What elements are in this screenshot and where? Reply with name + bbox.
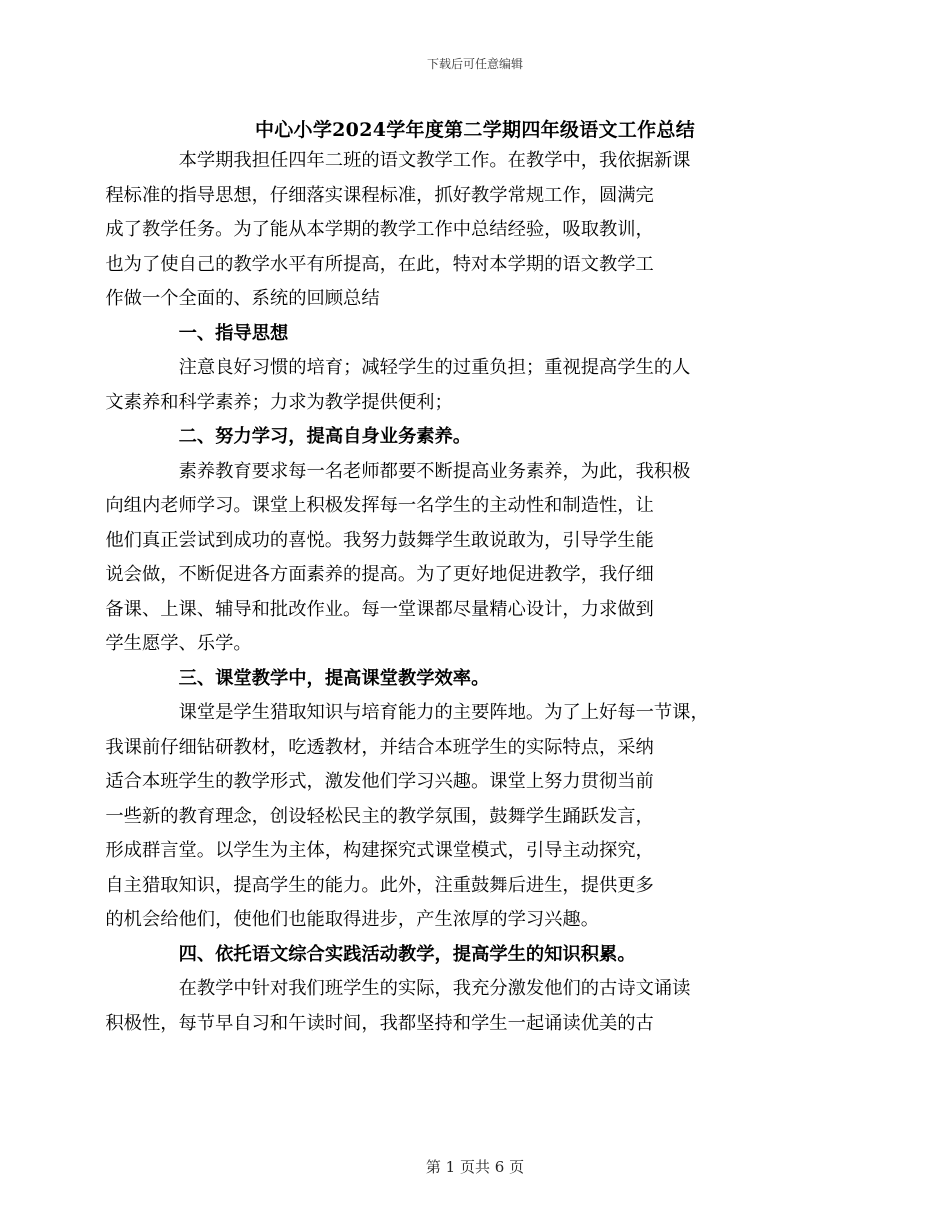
paragraph-line: 课堂是学生猎取知识与培育能力的主要阵地。为了上好每一节课，	[178, 702, 709, 723]
document-body	[105, 144, 802, 1041]
paragraph-line: 在教学中针对我们班学生的实际，我充分激发他们的古诗文诵读	[178, 978, 691, 999]
paragraph-line: 自主猎取知识，提高学生的能力。此外，注重鼓舞后进生，提供更多	[105, 874, 654, 896]
paragraph-line: 一些新的教育理念，创设轻松民主的教学氛围，鼓舞学生踊跃发言，	[105, 805, 654, 827]
paragraph-line: 也为了使自己的教学水平有所提高，在此，特对本学期的语文教学工	[105, 253, 654, 275]
paragraph-line: 说会做，不断促进各方面素养的提高。为了更好地促进教学，我仔细	[105, 564, 654, 585]
section-heading: 四、依托语文综合实践活动教学，提高学生的知识积累。	[178, 943, 636, 965]
body-paragraph	[105, 455, 802, 662]
paragraph-line: 本学期我担任四年二班的语文教学工作。在教学中，我依据新课	[178, 150, 691, 171]
body-paragraph	[105, 144, 802, 317]
section-heading: 一、指导思想	[178, 322, 289, 344]
page-header-note: 下载后可任意编辑	[426, 57, 523, 71]
body-paragraph	[105, 972, 802, 1041]
paragraph-line: 程标准的指导思想，仔细落实课程标准，抓好教学常规工作，圆满完	[105, 184, 654, 206]
body-paragraph	[105, 696, 802, 938]
paragraph-line: 的机会给他们，使他们也能取得进步，产生浓厚的学习兴趣。	[105, 909, 599, 930]
paragraph-line: 成了教学任务。为了能从本学期的教学工作中总结经验，吸取教训，	[105, 219, 654, 240]
paragraph-line: 积极性，每节早自习和午读时间，我都坚持和学生一起诵读优美的古	[105, 1012, 654, 1034]
section-heading: 三、课堂教学中，提高课堂教学效率。	[178, 667, 490, 689]
paragraph-line: 注意良好习惯的培育；减轻学生的过重负担；重视提高学生的人	[178, 357, 691, 378]
paragraph-line: 向组内老师学习。课堂上积极发挥每一名学生的主动性和制造性，让	[105, 495, 654, 516]
paragraph-line: 形成群言堂。以学生为主体，构建探究式课堂模式，引导主动探究，	[105, 840, 654, 861]
section-heading: 二、努力学习，提高自身业务素养。	[178, 426, 472, 447]
paragraph-line: 作做一个全面的、系统的回顾总结	[105, 288, 380, 309]
paragraph-line: 他们真正尝试到成功的喜悦。我努力鼓舞学生敢说敢为，引导学生能	[105, 529, 654, 551]
paragraph-line: 素养教育要求每一名老师都要不断提高业务素养，为此，我积极	[178, 460, 691, 482]
body-paragraph	[105, 351, 802, 420]
paragraph-line: 我课前仔细钻研教材，吃透教材，并结合本班学生的实际特点，采纳	[105, 736, 654, 758]
page-footer-number: 第 1 页共 6 页	[425, 1158, 525, 1176]
paragraph-line: 备课、上课、辅导和批改作业。每一堂课都尽量精心设计，力求做到	[105, 598, 654, 620]
document-title: 中心小学2024学年度第二学期四年级语文工作总结	[254, 119, 696, 141]
paragraph-line: 文素养和科学素养；力求为教学提供便利；	[105, 391, 453, 413]
paragraph-line: 学生愿学、乐学。	[105, 633, 252, 654]
paragraph-line: 适合本班学生的教学形式，激发他们学习兴趣。课堂上努力贯彻当前	[105, 771, 654, 792]
